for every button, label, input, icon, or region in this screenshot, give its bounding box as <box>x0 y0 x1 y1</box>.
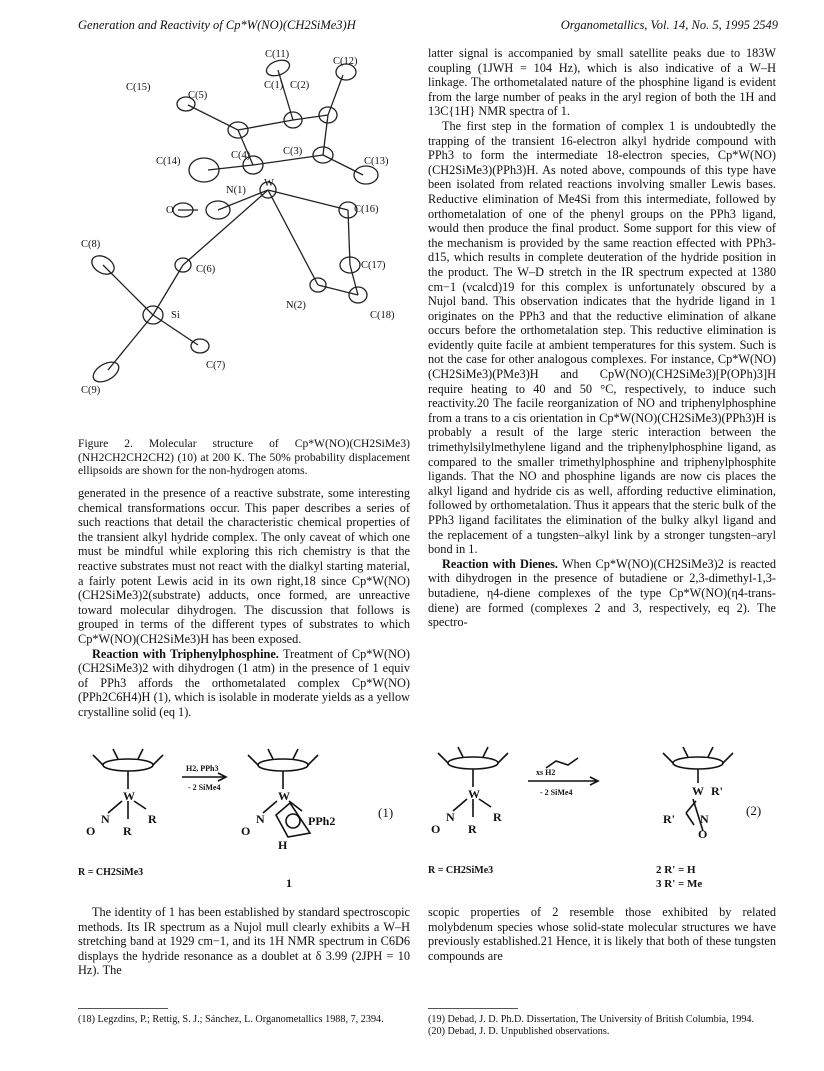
eq2-product-rprime-label-2: R' <box>663 812 675 826</box>
footnotes-right <box>428 1014 776 1038</box>
eq1-arrow-reagent: H2, PPh3 <box>186 764 219 773</box>
atom-label-c4: C(4) <box>231 150 251 161</box>
atom-label-c2: C(2) <box>290 80 310 91</box>
atom-label-w: W <box>264 178 274 189</box>
section-heading-triphenylphosphine: Reaction with Triphenylphosphine. <box>92 646 279 661</box>
atom-label-c18: C(18) <box>370 310 395 321</box>
eq1-r-label: R <box>148 812 157 826</box>
eq1-pph2-label: PPh2 <box>308 814 336 828</box>
footnote-20: (20) Debad, J. D. Unpublished observations. <box>428 1026 610 1037</box>
atom-label-c5: C(5) <box>188 90 208 101</box>
atom-label-c14: C(14) <box>156 156 181 167</box>
eq2-product-3-label: 3 R' = Me <box>656 878 703 890</box>
eq1-w-label: W <box>123 789 135 803</box>
atom-label-c8: C(8) <box>81 239 101 250</box>
atom-label-c6: C(6) <box>196 264 216 275</box>
footnote-rule-right <box>428 1008 518 1009</box>
atom-label-o: O <box>166 205 174 216</box>
eq2-product-w-label: W <box>692 784 704 798</box>
left-paragraph-3: The identity of 1 has been established by standard spectroscopic methods. Its IR spectrum as a Nujol mull clearly exhibits a W–H stretching band at 1929 cm−1, and its 1H NMR spectrum in C6D6 displays the hydride resonance as a doublet at δ 3.99 (2JPH = 10 Hz). The <box>78 905 410 978</box>
eq1-arrow-byproduct: - 2 SiMe4 <box>188 783 221 792</box>
eq1-n-label: N <box>101 812 110 826</box>
left-paragraph-2-text: Treatment of Cp*W(NO)(CH2SiMe3)2 with dihydrogen (1 atm) in the presence of 1 equiv of PPh3 affords the orthometalated complex Cp*W(NO)(PPh2C6H4)H (1), which is isolable in moderate yields as a yellow crystalline solid (eq 1). <box>78 646 410 719</box>
right-paragraph-4: scopic properties of 2 resemble those exhibited by related molybdenum species whose solid-state molecular structures we have previously established.21 Hence, it is likely that both of these tungsten compounds are <box>428 905 776 963</box>
atom-label-c15: C(15) <box>126 82 151 93</box>
atom-label-n1: N(1) <box>226 185 246 196</box>
footnote-18: (18) Legzdins, P.; Rettig, S. J.; Sánchez, L. Organometallics 1988, 7, 2394. <box>78 1014 384 1025</box>
eq2-product-rprime-label: R' <box>711 784 723 798</box>
right-paragraph-3 <box>428 557 776 630</box>
atom-label-c3: C(3) <box>283 146 303 157</box>
eq1-hydride-label: H <box>278 838 288 852</box>
eq2-n-label: N <box>446 810 455 824</box>
eq2-r-label: R <box>493 810 502 824</box>
eq1-product-o-label: O <box>241 824 251 838</box>
atom-label-c13: C(13) <box>364 156 389 167</box>
atom-label-c7: C(7) <box>206 360 226 371</box>
right-paragraph-1: latter signal is accompanied by small satellite peaks due to 183W coupling (1JWH = 104 Hz), which is also indicative of a W–H linkage. The orthometalated nature of the phosphine ligand is evident from the large number of peaks in the aryl region of both the 1H and 13C{1H} NMR spectra of 1. <box>428 46 776 119</box>
left-column-body <box>78 486 410 720</box>
eq1-r-label-2: R <box>123 824 132 838</box>
eq2-product-n-label: N <box>700 812 709 826</box>
eq2-arrow-reagent: xs H2 <box>536 768 556 777</box>
running-header-right: Organometallics, Vol. 14, No. 5, 1995 2549 <box>560 18 778 32</box>
atom-label-c1: C(1) <box>264 80 284 91</box>
eq1-number: (1) <box>378 805 394 820</box>
equation-2-scheme <box>428 743 776 893</box>
right-paragraph-2: The first step in the formation of complex 1 is undoubtedly the trapping of the transient 16-electron alkyl hydride compound with PPh3 to form the intermediate 18-electron species, Cp*W(NO)(CH2SiMe3)(PPh3)H. As noted above, compounds of this type have been isolated from related reactions involving smaller Lewis bases. Reductive elimination of Me4Si from this intermediate, followed by orthometalation of one of the phenyl groups on the PPh3 ligand, would then produce the final product. Some support for this view of the mechanism is provided by the same reaction effected with PPh3-d15, which results in complete deuteration of the hydride position in the product. The W–D stretch in the IR spectrum expected at 1380 cm−1 (νcalcd)19 for this complex is unfortunately obscured by a Nujol band. This observation indicates that the hydride ligand in 1 originates on the PPh3 and that the reductive elimination of alkane occurs before the orthometalation step. This reductive elimination is evidently quite facile at ambient temperatures for this system. Such is not the case for other analogous complexes. For instance, Cp*W(NO)(CH2SiMe3)(PMe3)H and CpW(NO)(CH2SiMe3)[P(OPh)3]H require heating to 40 and 50 °C, respectively, to induce such reactivity.20 The facile reorganization of NO and triphenylphosphine from a trans to a cis orientation in Cp*W(NO)(CH2SiMe3)(PPh3)H is probably a result of the large steric interaction between the trimethylsilylmethylene ligand and the triphenylphosphine ligand, as compared to the smaller trimethylphosphine and triphenylphosphite ligands. That the NO and phosphine ligands are now cis places the alkyl ligand and hydride cis as well, affording reductive elimination, followed by orthometalation. Thus it appears that the steric bulk of the PPh3 ligand facilitates the elimination of the bulky alkyl ligand and the replacement of a tungsten–alkyl link by a stronger tungsten–aryl bond in 1. <box>428 118 776 557</box>
eq2-r-label-2: R <box>468 822 477 836</box>
eq2-o-label: O <box>431 822 441 836</box>
right-column-body <box>428 46 776 630</box>
eq1-product-n-label: N <box>256 812 265 826</box>
eq2-arrow-byproduct: - 2 SiMe4 <box>540 788 573 797</box>
eq1-product-number: 1 <box>286 876 292 890</box>
eq2-w-label: W <box>468 787 480 801</box>
molecular-structure-figure <box>78 50 418 430</box>
eq1-o-label: O <box>86 824 96 838</box>
eq1-product-w-label: W <box>278 789 290 803</box>
section-heading-dienes: Reaction with Dienes. <box>442 556 558 571</box>
left-column-bottom <box>78 905 410 978</box>
atom-label-c11: C(11) <box>265 49 290 60</box>
left-paragraph-1: generated in the presence of a reactive substrate, some interesting chemical transformations occur. This paper describes a series of such reactions that detail the characteristic chemical properties of the transient alkyl hydride complex. The only caveat of which one must be mindful while exploring this rich chemistry is that the reactive substrates must not react with the dialkyl starting material, a fairly potent Lewis acid in its own right,18 since Cp*W(NO)(CH2SiMe3)2(substrate) adducts, once formed, are unreactive toward molecular dihydrogen. The discussion that follows is grouped in terms of the different types of substrates to which Cp*W(NO)(CH2SiMe3)H has been exposed. <box>78 486 410 646</box>
eq2-product-o-label: O <box>698 827 708 841</box>
footnote-rule-left <box>78 1008 168 1009</box>
atom-label-c9: C(9) <box>81 385 101 396</box>
eq1-r-definition: R = CH2SiMe3 <box>78 867 144 878</box>
running-header-left: Generation and Reactivity of Cp*W(NO)(CH2SiMe3)H <box>78 18 356 32</box>
right-paragraph-3-text: When Cp*W(NO)(CH2SiMe3)2 is reacted with dihydrogen in the presence of butadiene or 2,3-dimethyl-1,3-butadiene, η4-diene complexes of the type Cp*W(NO)(η4-trans-diene) are formed (complexes 2 and 3, respectively, eq 2). The spectro- <box>428 556 777 630</box>
figure-caption: Figure 2. Molecular structure of Cp*W(NO)(CH2SiMe3)(NH2CH2CH2CH2) (10) at 200 K. The 50% probability displacement ellipsoids are shown for the non-hydrogen atoms. <box>78 437 410 478</box>
atom-label-c17: C(17) <box>361 260 386 271</box>
right-column-bottom <box>428 905 776 963</box>
atom-label-c12: C(12) <box>333 56 358 67</box>
eq2-product-2-label: 2 R' = H <box>656 864 696 876</box>
atom-label-n2: N(2) <box>286 300 306 311</box>
atom-label-si: Si <box>171 310 180 321</box>
left-paragraph-2 <box>78 647 410 720</box>
footnote-19: (19) Debad, J. D. Ph.D. Dissertation, The University of British Columbia, 1994. <box>428 1014 755 1025</box>
atom-label-c16: C(16) <box>354 204 379 215</box>
equation-1-scheme <box>78 745 418 895</box>
eq2-number: (2) <box>746 803 762 818</box>
eq2-r-definition: R = CH2SiMe3 <box>428 865 494 876</box>
